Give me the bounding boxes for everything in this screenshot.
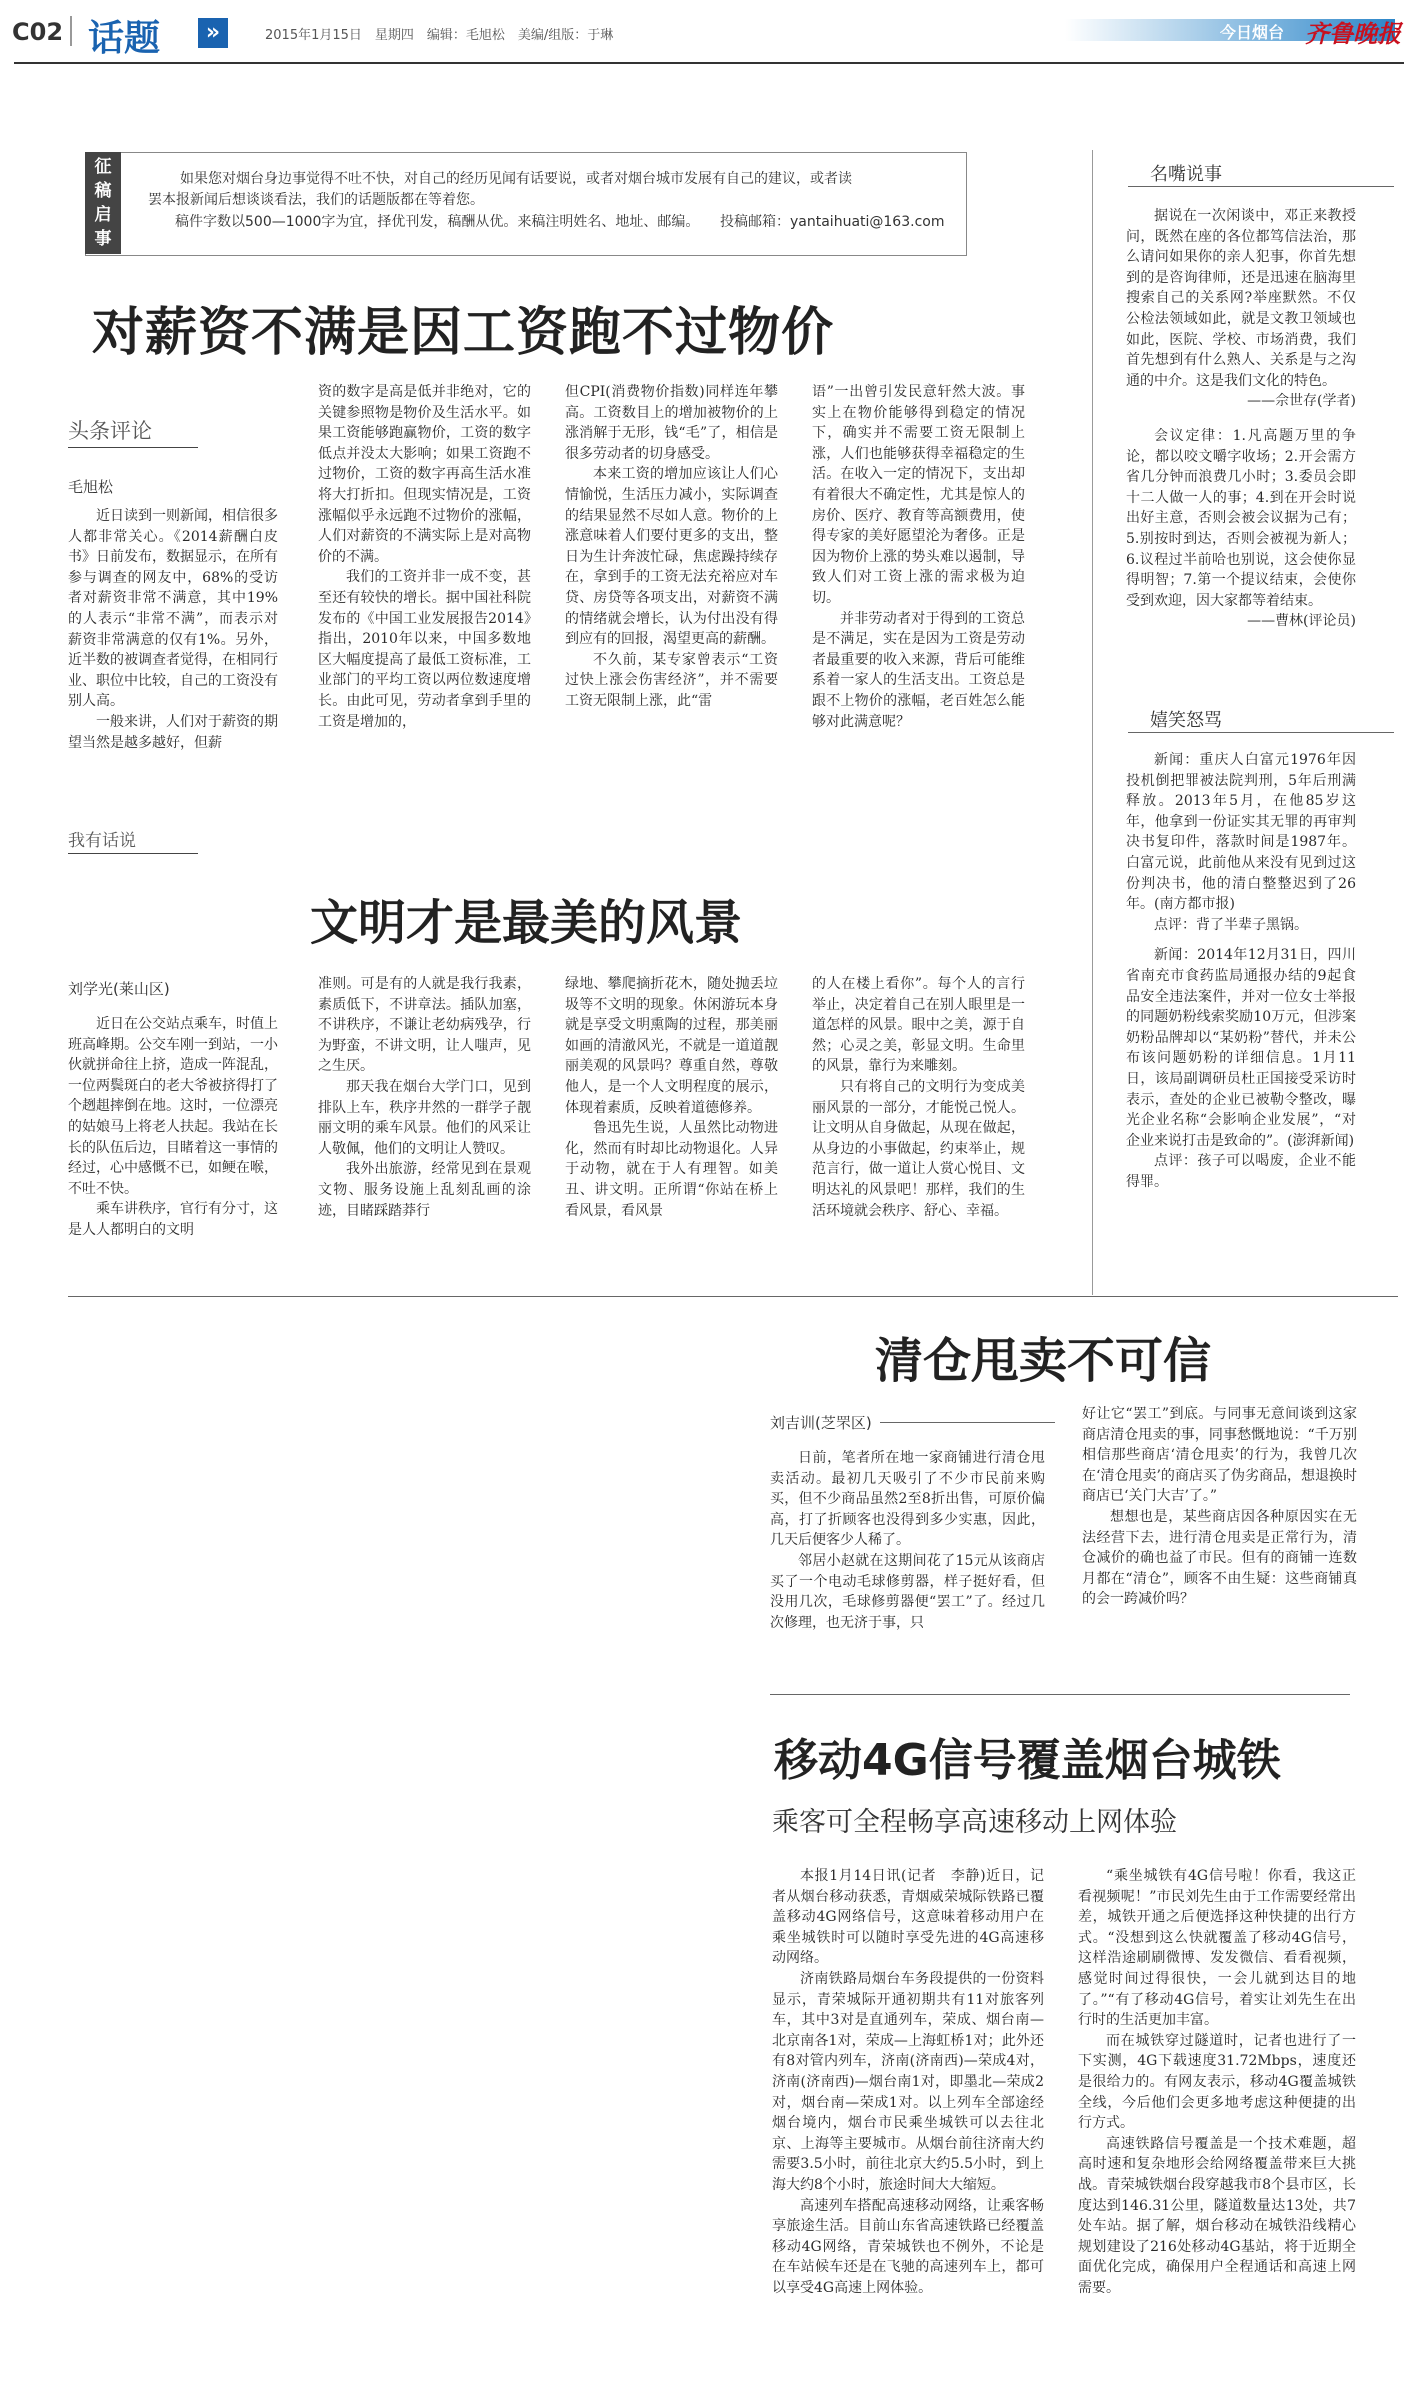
- article1-title: 对薪资不满是因工资跑不过物价: [92, 303, 835, 363]
- article1-col3: [565, 382, 778, 712]
- notice-email: 投稿邮箱：yantaihuati@163.com: [720, 214, 945, 230]
- paragraph: 新闻：2014年12月31日，四川省南充市食药监局通报办结的9起食品安全违法案件，并对一位女士举报的同题奶粉线索奖励10万元，但涉案奶粉品牌却以“某奶粉”替代，并未公布该问题奶粉的详细信息。1月11日，该局副调研员杜正国接受采访时表示，查处的企业已被勒令整改，曝光企业名称“会影响企业发展”，“对企业来说打击是致命的”。(澎湃新闻): [1126, 947, 1356, 1149]
- article3-title: 清仓甩卖不可信: [875, 1333, 1212, 1389]
- article2-col1: [68, 1014, 278, 1241]
- paragraph: 高速列车搭配高速移动网络，让乘客畅享旅途生活。目前山东省高速铁路已经覆盖移动4G网络，青荣城铁也不例外，不论是在车站候车还是在飞驰的高速列车上，都可以享受4G高速上网体验。: [772, 2197, 1044, 2296]
- paragraph: 据说在一次闲谈中，邓正来教授问，既然在座的各位都笃信法治，那么请问如果你的亲人犯事，你首先想到的是咨询律师，还是迅速在脑海里搜索自己的关系网?举座默然。不仅公检法领域如此，就是文教卫领域也如此，医院、学校、市场消费，我们首先想到有什么熟人、关系是与之沟通的中介。这是我们文化的特色。: [1126, 208, 1356, 389]
- signature: ——佘世存(学者): [1247, 393, 1356, 410]
- article2-title: 文明才是最美的风景: [310, 895, 743, 951]
- paragraph: 鲁迅先生说，人虽然比动物进化，然而有时却比动物退化。人异于动物，就在于人有理智。如美丑、讲文明。正所谓“你站在桥上看风景，看风景: [565, 1120, 778, 1219]
- sidebar1-title: 名嘴说事: [1150, 164, 1222, 185]
- paragraph: 想想也是，某些商店因各种原因实在无法经营下去，进行清仓甩卖是正常行为，清仓减价的确也益了市民。但有的商铺一连数月都在“清仓”，顾客不由生疑：这些商铺真的会一跨减价吗？: [1082, 1508, 1357, 1608]
- page-number: C02: [12, 18, 64, 46]
- notice-tag-char: 稿: [94, 181, 112, 201]
- notice-tag: [85, 152, 121, 254]
- paragraph: 而在城铁穿过隧道时，记者也进行了一下实测，4G下载速度31.72Mbps，速度还是很给力的。有网友表示，移动4G覆盖城铁全线，今后他们会更多地考虑这种便捷的出行方式。: [1078, 2032, 1356, 2132]
- article1-col4: [812, 382, 1025, 732]
- paragraph: 语”一出曾引发民意轩然大波。事实上在物价能够得到稳定的情况下，确实并不需要工资无限制上涨，人们也能够获得幸福稳定的生活。在收入一定的情况下，支出却有着很大不确定性，尤其是惊人的房价、医疗、教育等高额费用，使得专家的美好愿望沦为奢侈。正是因为物价上涨的势头难以遏制，导致人们对工资上涨的需求极为迫切。: [812, 384, 1025, 606]
- notice-line-2: 罢本报新闻后想谈谈看法，我们的话题版都在等着您。: [148, 192, 484, 208]
- section-rule: [68, 1296, 1398, 1297]
- paragraph: 邻居小赵就在这期间花了15元从该商店买了一个电动毛球修剪器，样子挺好看，但没用几次，毛球修剪器便“罢工”了。经过几次修理，也无济于事，只: [770, 1552, 1045, 1631]
- article3-col1: [770, 1448, 1045, 1633]
- comment: 点评：孩子可以喝废，企业不能得罪。: [1126, 1153, 1356, 1190]
- article4-col1: [772, 1866, 1044, 2298]
- notice-tag-char: 启: [94, 205, 112, 225]
- page-header: [0, 0, 1417, 62]
- sidebar2-rule: [1128, 732, 1394, 733]
- header-divider: [70, 16, 72, 46]
- chevron-right-icon: »: [198, 18, 228, 48]
- paragraph: 济南铁路局烟台车务段提供的一份资料显示，青荣城际开通初期共有11对旅客列车，其中3对是直通列车，荣成、烟台南—北京南各1对，荣成—上海虹桥1对；此外还有8对管内列车，济南(济南西)—荣成4对，济南(济南西)—烟台南1对，即墨北—荣成2对，烟台南—荣成1对。以上列车全部途经烟台境内，烟台市民乘坐城铁可以去往北京、上海等主要城市。从烟台前往济南大约需要3.5小时，前往北京大约5.5小时，到上海大约8个小时，旅途时间大大缩短。: [772, 1970, 1044, 2193]
- paragraph: 并非劳动者对于得到的工资总是不满足，实在是因为工资是劳动者最重要的收入来源，背后可能维系着一家人的生活支出。工资总是跟不上物价的涨幅，老百姓怎么能够对此满意呢？: [812, 610, 1025, 730]
- article4-title: 移动4G信号覆盖烟台城铁: [774, 1735, 1281, 1786]
- article4-col2: [1078, 1866, 1356, 2298]
- paragraph: 绿地、攀爬摘折花木，随处抛丢垃圾等不文明的现象。休闲游玩本身就是享受文明熏陶的过程，那美丽如画的清澈风光，不就是一道道靓丽美观的风景吗？尊重自然，尊敬他人，是一个人文明程度的展示，体现着素质，反映着道德修养。: [565, 976, 778, 1116]
- paragraph: 新闻：重庆人白富元1976年因投机倒把罪被法院判刑，5年后刑满释放。2013年5月，在他85岁这年，他拿到一份证实其无罪的再审判决书复印件，落款时间是1987年。白富元说，此前他从来没有见到过这份判决书，他的清白整整迟到了26年。(南方都市报): [1126, 752, 1356, 913]
- paragraph: 乘车讲秩序，官行有分寸，这是人人都明白的文明: [68, 1201, 278, 1238]
- article1-col2: [318, 382, 531, 732]
- signature: ——曹林(评论员): [1247, 613, 1356, 630]
- paragraph: “乘坐城铁有4G信号啦！你看，我这正看视频呢！”市民刘先生由于工作需要经常出差，城铁开通之后便选择这种快捷的出行方式。“没想到这么快就覆盖了移动4G信号，这样浩途刷刷微博、发发微信、看看视频，感觉时间过得很快，一会儿就到达目的地了。”“有了移动4G信号，着实让刘先生在出行时的生活更加丰富。: [1078, 1868, 1356, 2029]
- paragraph: 但CPI(消费物价指数)同样连年攀高。工资数目上的增加被物价的上涨消解于无形，钱“毛”了，相信是很多劳动者的切身感受。: [565, 384, 778, 462]
- article2-author: 刘学光(莱山区): [68, 980, 170, 998]
- sidebar2-title: 嬉笑怒骂: [1150, 710, 1222, 731]
- comment: 点评：背了半辈子黑锅。: [1154, 916, 1308, 933]
- edition-label: 今日烟台: [1220, 23, 1285, 42]
- article2-col4: [812, 974, 1025, 1221]
- paragraph: 的人在楼上看你”。每个人的言行举止，决定着自己在别人眼里是一道怎样的风景。眼中之美，源于自然；心灵之美，彰显文明。生命里的风景，靠行为来雕刻。: [812, 976, 1025, 1075]
- paragraph: 本来工资的增加应该让人们心情愉悦，生活压力减小，实际调查的结果显然不尽如人意。物价的上涨意味着人们要付更多的支出，整日为生计奔波忙碌，焦虑躁持续存在，拿到手的工资无法充裕应对车贷、房贷等各项支出，对薪资不满的情绪就会增长，认为付出没有得到应有的回报，渴望更高的薪酬。: [565, 466, 778, 648]
- brand-logo: 齐鲁晚报: [1305, 19, 1401, 48]
- article2-col2: [318, 974, 531, 1221]
- paragraph: 准则。可是有的人就是我行我素，素质低下，不讲章法。插队加塞，不讲秩序，不谦让老幼病残孕，行为野蛮，不讲文明，让人嗤声，见之生厌。: [318, 976, 531, 1075]
- paragraph: 只有将自己的文明行为变成美丽风景的一部分，才能悦己悦人。让文明从自身做起，从现在做起，从身边的小事做起，约束举止，规范言行，做一道让人赏心悦目、文明达礼的风景吧！那样，我们的生活环境就会秩序、舒心、幸福。: [812, 1078, 1025, 1219]
- article3-col2: [1082, 1404, 1357, 1610]
- article3-author: 刘吉训(芝罘区): [770, 1414, 872, 1432]
- article2-col3: [565, 974, 778, 1221]
- paragraph: 好让它“罢工”到底。与同事无意间谈到这家商店清仓甩卖的事，同事愁慨地说：“千万别相信那些商店‘清仓甩卖’的行为，我曾几次在‘清仓甩卖’的商店买了伪劣商品，想退换时商店已‘关门大吉’了。”: [1082, 1406, 1357, 1505]
- sidebar2-body: [1126, 750, 1356, 1192]
- notice-line-1: 如果您对烟台身边事觉得不吐不快，对自己的经历见闻有话要说，或者对烟台城市发展有自己的建议，或者读: [180, 171, 852, 187]
- paragraph: 一般来讲，人们对于薪资的期望当然是越多越好，但薪: [68, 713, 278, 751]
- sidebar1-body: [1126, 206, 1356, 632]
- paragraph: 我外出旅游，经常见到在景观文物、服务设施上乱刻乱画的涂迹，目睹踩踏莽行: [318, 1161, 531, 1219]
- section-title: 话题: [88, 18, 161, 59]
- article2-tag: 我有话说: [68, 826, 198, 854]
- article1-col1: [68, 506, 278, 753]
- paragraph: 我们的工资并非一成不变，甚至还有较快的增长。据中国社科院发布的《中国工业发展报告2014》指出，2010年以来，中国多数地区大幅度提高了最低工资标准，工业部门的平均工资以两位数速度增长。由此可见，劳动者拿到手里的工资是增加的，: [318, 569, 531, 730]
- paragraph: 近日读到一则新闻，相信很多人都非常关心。《2014薪酬白皮书》日前发布，数据显示，在所有参与调查的网友中，68%的受访者对薪资非常不满意，其中19%的人表示“非常不满”，而表示对薪资非常满意的仅有1%。另外，近半数的被调查者觉得，在相同行业、职位中比较，自己的工资没有别人高。: [68, 508, 278, 710]
- paragraph: 高速铁路信号覆盖是一个技术难题，超高时速和复杂地形会给网络覆盖带来巨大挑战。青荣城铁烟台段穿越我市8个县市区，长度达到146.31公里，隧道数量达13处，共7处车站。据了解，烟台移动在城铁沿线精心规划建设了216处移动4G基站，将于近期全面优化完成，确保用户全程通话和高速上网需要。: [1078, 2135, 1356, 2296]
- notice-tag-char: 征: [94, 157, 112, 177]
- paragraph: 不久前，某专家曾表示“工资过快上涨会伤害经济”，并不需要工资无限制上涨，此“雷: [565, 651, 778, 709]
- sidebar1-rule: [1128, 186, 1394, 187]
- header-rule: [14, 62, 1404, 64]
- header-meta: 2015年1月15日 星期四 编辑：毛旭松 美编/组版：于琳: [265, 28, 614, 43]
- paragraph: 日前，笔者所在地一家商铺进行清仓甩卖活动。最初几天吸引了不少市民前来购买，但不少商品虽然2至8折出售，可原价偏高，打了折顾客也没得到多少实惠，因此，几天后便客少人稀了。: [770, 1450, 1045, 1549]
- article4-subtitle: 乘客可全程畅享高速移动上网体验: [772, 1807, 1177, 1838]
- notice-line-3: 稿件字数以500—1000字为宜，择优刊发，稿酬从优。来稿注明姓名、地址、邮编。: [175, 214, 700, 230]
- paragraph: 那天我在烟台大学门口，见到排队上车，秩序井然的一群学子靓丽文明的乘车风景。他们的风采让人敬佩，他们的文明让人赞叹。: [318, 1078, 531, 1157]
- paragraph: 本报1月14日讯(记者 李静)近日，记者从烟台移动获悉，青烟威荣城际铁路已覆盖移动4G网络信号，这意味着移动用户在乘坐城铁时可以随时享受先进的4G高速移动网络。: [772, 1868, 1044, 1967]
- article1-tag: 头条评论: [68, 415, 198, 448]
- notice-tag-char: 事: [94, 229, 112, 249]
- paragraph: 资的数字是高是低并非绝对，它的关键参照物是物价及生活水平。如果工资能够跑赢物价，工资的数字低点并没太大影响；如果工资跑不过物价，工资的数字再高生活水准将大打折扣。但现实情况是，工资涨幅似乎永远跑不过物价的涨幅，人们对薪资的不满实际上是对高物价的不满。: [318, 384, 531, 565]
- paragraph: 会议定律：1.凡高题万里的争论，都以咬文嚼字收场；2.开会需方省几分钟而浪费几小时；3.委员会即十二人做一人的事；4.到在开会时说出好主意，否则会被会议据为己有；5.别按时到达，否则会被视为新人；6.议程过半前哈也别说，这会使你显得明智；7.第一个提议结束，会使你受到欢迎，因大家都等着结束。: [1126, 427, 1356, 609]
- column-rule: [1092, 150, 1093, 1295]
- article3-author-rule: [880, 1422, 1055, 1423]
- paragraph: 近日在公交站点乘车，时值上班高峰期。公交车刚一到站，一小伙就拼命往上挤，造成一阵混乱，一位两鬓斑白的老大爷被挤得打了个趔趄摔倒在地。这时，一位漂亮的姑娘马上将老人扶起。我站在长长的队伍后边，目睹着这一事情的经过，心中感慨不已，如鲠在喉，不吐不快。: [68, 1016, 278, 1197]
- section-rule: [770, 1694, 1350, 1695]
- article1-author: 毛旭松: [68, 478, 114, 496]
